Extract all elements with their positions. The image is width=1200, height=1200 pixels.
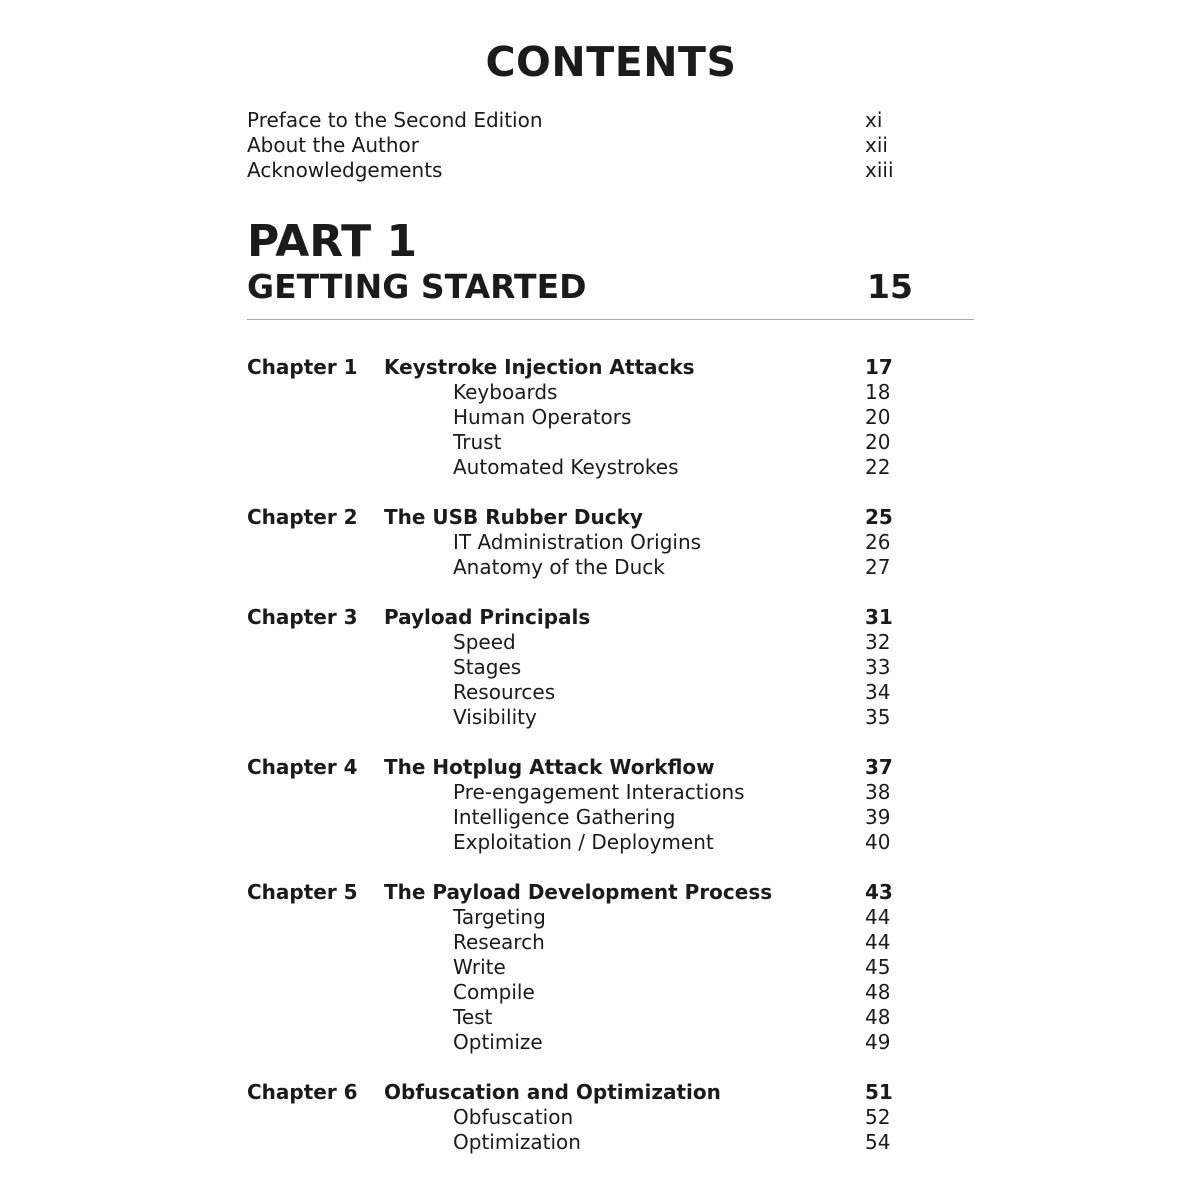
section-item[interactable]: [247, 1005, 927, 1030]
section-page: 49: [865, 1030, 891, 1054]
section-item[interactable]: [247, 905, 927, 930]
chapter-number: Chapter 5: [247, 880, 358, 904]
entry-title: About the Author: [247, 133, 420, 157]
chapter-title: Obfuscation and Optimization: [384, 1080, 721, 1104]
section-title: Obfuscation: [453, 1105, 574, 1129]
section-page: 39: [865, 805, 891, 829]
section-title: IT Administration Origins: [453, 530, 702, 554]
section-page: 48: [865, 980, 891, 1004]
section-page: 20: [865, 405, 891, 429]
section-title: Write: [453, 955, 506, 979]
section-page: 34: [865, 680, 891, 704]
section-item[interactable]: [247, 780, 927, 805]
section-title: Research: [453, 930, 545, 954]
section-title: Stages: [453, 655, 522, 679]
section-page: 40: [865, 830, 891, 854]
section-item[interactable]: [247, 380, 927, 405]
chapter-heading[interactable]: [247, 355, 927, 380]
section-item[interactable]: [247, 430, 927, 455]
entry-title: Preface to the Second Edition: [247, 108, 543, 132]
divider: [247, 319, 974, 320]
chapter-title: Keystroke Injection Attacks: [384, 355, 695, 379]
chapter-2: [247, 505, 927, 580]
chapter-number: Chapter 4: [247, 755, 358, 779]
front-matter-item[interactable]: [247, 158, 907, 183]
section-title: Resources: [453, 680, 556, 704]
section-title: Automated Keystrokes: [453, 455, 679, 479]
section-page: 22: [865, 455, 891, 479]
section-item[interactable]: [247, 830, 927, 855]
section-title: Trust: [453, 430, 502, 454]
section-title: Exploitation / Deployment: [453, 830, 714, 854]
section-page: 44: [865, 905, 891, 929]
entry-page: xiii: [865, 158, 894, 182]
section-item[interactable]: [247, 405, 927, 430]
chapter-number: Chapter 6: [247, 1080, 358, 1104]
section-page: 20: [865, 430, 891, 454]
chapter-heading[interactable]: [247, 1080, 927, 1105]
chapter-heading[interactable]: [247, 505, 927, 530]
chapter-number: Chapter 1: [247, 355, 358, 379]
section-page: 44: [865, 930, 891, 954]
chapter-title: The Hotplug Attack Workflow: [384, 755, 715, 779]
chapter-number: Chapter 3: [247, 605, 358, 629]
part-title: GETTING STARTED: [247, 267, 587, 306]
section-page: 26: [865, 530, 891, 554]
chapter-title: The USB Rubber Ducky: [384, 505, 643, 529]
chapter-6: [247, 1080, 927, 1155]
section-item[interactable]: [247, 455, 927, 480]
section-item[interactable]: [247, 980, 927, 1005]
chapter-page: 51: [865, 1080, 893, 1104]
section-item[interactable]: [247, 530, 927, 555]
section-page: 38: [865, 780, 891, 804]
chapter-4: [247, 755, 927, 855]
section-item[interactable]: [247, 655, 927, 680]
part-title-row[interactable]: [247, 266, 927, 308]
chapter-5: [247, 880, 927, 1055]
section-page: 27: [865, 555, 891, 579]
section-title: Anatomy of the Duck: [453, 555, 665, 579]
chapter-page: 37: [865, 755, 893, 779]
part-page: 15: [867, 267, 913, 306]
section-title: Optimize: [453, 1030, 543, 1054]
front-matter-item[interactable]: [247, 108, 907, 133]
section-item[interactable]: [247, 680, 927, 705]
chapter-page: 43: [865, 880, 893, 904]
section-item[interactable]: [247, 1130, 927, 1155]
chapter-1: [247, 355, 927, 480]
section-item[interactable]: [247, 1105, 927, 1130]
chapter-page: 31: [865, 605, 893, 629]
chapter-heading[interactable]: [247, 755, 927, 780]
section-page: 48: [865, 1005, 891, 1029]
chapter-title: The Payload Development Process: [384, 880, 773, 904]
section-title: Human Operators: [453, 405, 632, 429]
section-item[interactable]: [247, 705, 927, 730]
section-page: 45: [865, 955, 891, 979]
chapter-heading[interactable]: [247, 880, 927, 905]
chapter-number: Chapter 2: [247, 505, 358, 529]
page-title: CONTENTS: [485, 38, 737, 86]
section-page: 18: [865, 380, 891, 404]
section-title: Targeting: [453, 905, 546, 929]
section-page: 33: [865, 655, 891, 679]
entry-title: Acknowledgements: [247, 158, 443, 182]
chapter-list: [247, 355, 927, 1180]
front-matter-list: [247, 108, 907, 183]
section-title: Keyboards: [453, 380, 558, 404]
section-title: Compile: [453, 980, 535, 1004]
section-title: Visibility: [453, 705, 537, 729]
section-page: 32: [865, 630, 891, 654]
section-item[interactable]: [247, 1030, 927, 1055]
section-item[interactable]: [247, 805, 927, 830]
chapter-3: [247, 605, 927, 730]
section-page: 52: [865, 1105, 891, 1129]
section-title: Optimization: [453, 1130, 581, 1154]
section-title: Speed: [453, 630, 516, 654]
entry-page: xii: [865, 133, 888, 157]
chapter-page: 17: [865, 355, 893, 379]
chapter-page: 25: [865, 505, 893, 529]
section-item[interactable]: [247, 955, 927, 980]
section-page: 35: [865, 705, 891, 729]
section-title: Test: [453, 1005, 493, 1029]
section-item[interactable]: [247, 630, 927, 655]
section-item[interactable]: [247, 555, 927, 580]
section-title: Pre-engagement Interactions: [453, 780, 745, 804]
section-title: Intelligence Gathering: [453, 805, 676, 829]
section-item[interactable]: [247, 930, 927, 955]
part-label: PART 1: [247, 216, 418, 267]
section-page: 54: [865, 1130, 891, 1154]
chapter-heading[interactable]: [247, 605, 927, 630]
chapter-title: Payload Principals: [384, 605, 591, 629]
front-matter-item[interactable]: [247, 133, 907, 158]
entry-page: xi: [865, 108, 883, 132]
